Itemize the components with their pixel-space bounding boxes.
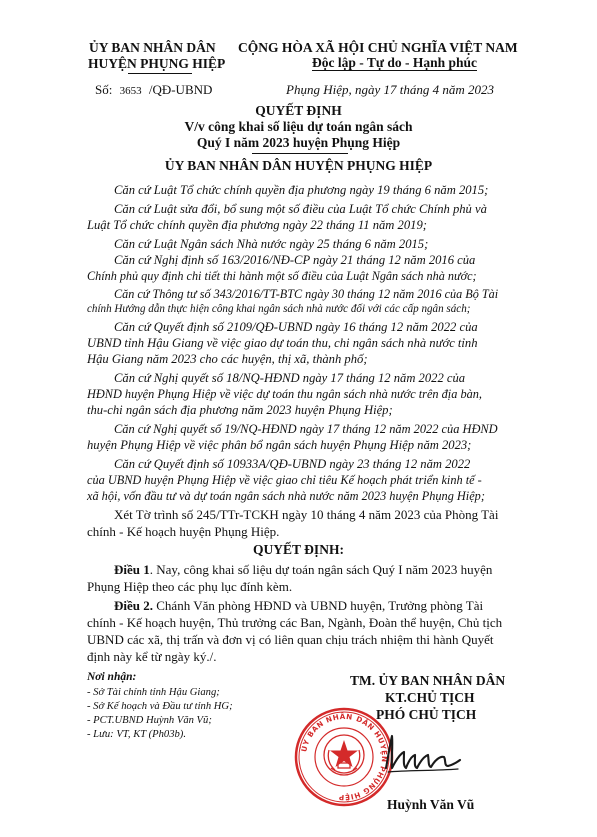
preamble-line: thu-chi ngân sách địa phương năm 2023 huyện Phụng Hiệp; (87, 403, 393, 417)
subject-line2: Quý I năm 2023 huyện Phụng Hiệp (196, 135, 401, 150)
signatory-name: Huỳnh Văn Vũ (387, 797, 475, 812)
doc-number-prefix: Số: (95, 82, 113, 97)
article-2-line: UBND các xã, thị trấn và đơn vị có liên quan chịu trách nhiệm thi hành Quyết (87, 632, 494, 647)
nation-motto: Độc lập - Tự do - Hạnh phúc (312, 55, 478, 70)
article-1-label: Điều 1 (114, 562, 150, 577)
subject-rule (252, 153, 348, 154)
article-2-line: định này kể từ ngày ký./. (87, 649, 217, 664)
recipients-heading: Nơi nhận: (87, 671, 137, 683)
preamble-line: Căn cứ Quyết định số 2109/QĐ-UBND ngày 16 tháng 12 năm 2022 của (114, 320, 478, 334)
org-name-line2: HUYỆN PHỤNG HIỆP (88, 56, 226, 71)
doc-number-row (95, 82, 212, 98)
doc-number-suffix: /QĐ-UBND (148, 82, 213, 97)
preamble-line: huyện Phụng Hiệp về việc phân bổ ngân sách huyện Phụng Hiệp năm 2023; (87, 438, 472, 452)
org-name-line1: ỦY BAN NHÂN DÂN (89, 40, 216, 55)
preamble-line: Hậu Giang năm 2023 cho các huyện, thị xã, thành phố; (87, 352, 368, 366)
preamble-line: Căn cứ Nghị quyết số 18/NQ-HĐND ngày 17 tháng 12 năm 2022 của (114, 371, 466, 385)
decision-title: QUYẾT ĐỊNH (255, 103, 342, 118)
preamble-line: UBND tỉnh Hậu Giang về việc giao dự toán thu, chi ngân sách nhà nước tỉnh (87, 336, 478, 350)
article-2-line: chính - Kế hoạch huyện, Thủ trưởng các Ban, Ngành, Đoàn thể huyện, Chủ tịch (87, 615, 503, 630)
handwritten-signature-icon (378, 730, 468, 780)
nation-title: CỘNG HÒA XÃ HỘI CHỦ NGHĨA VIỆT NAM (238, 40, 518, 55)
preamble-line: Căn cứ Luật Ngân sách Nhà nước ngày 25 tháng 6 năm 2015; (114, 237, 429, 251)
recipient-item: - Sở Tài chính tỉnh Hậu Giang; (87, 687, 220, 698)
issuing-authority: ỦY BAN NHÂN DÂN HUYỆN PHỤNG HIỆP (164, 158, 433, 173)
preamble-line: Căn cứ Nghị quyết số 19/NQ-HĐND ngày 17 tháng 12 năm 2022 của HĐND (114, 422, 498, 436)
preamble-line: Căn cứ Luật Tổ chức chính quyền địa phương ngày 19 tháng 6 năm 2015; (114, 183, 489, 197)
preamble-line: HĐND huyện Phụng Hiệp về việc dự toán thu ngân sách nhà nước trên địa bàn, (87, 387, 482, 401)
doc-number: 3653 (119, 85, 142, 97)
preamble-line: Căn cứ Thông tư số 343/2016/TT-BTC ngày 30 tháng 12 năm 2016 của Bộ Tài (114, 287, 499, 301)
proposal-line: Xét Tờ trình số 245/TTr-TCKH ngày 10 tháng 4 năm 2023 của Phòng Tài (114, 507, 499, 522)
subject-line1: V/v công khai số liệu dự toán ngân sách (184, 119, 413, 134)
preamble-line: Căn cứ Luật sửa đổi, bổ sung một số điều của Luật Tổ chức Chính phủ và (114, 202, 487, 216)
proposal-line: chính - Kế hoạch huyện Phụng Hiệp. (87, 524, 280, 539)
preamble-line: chính Hướng dẫn thực hiện công khai ngân sách nhà nước đối với các cấp ngân sách; (87, 303, 471, 315)
signature-line1: TM. ỦY BAN NHÂN DÂN (350, 673, 506, 688)
signature-line2: KT.CHỦ TỊCH (385, 690, 475, 705)
preamble-line: Căn cứ Quyết định số 10933A/QĐ-UBND ngày 23 tháng 12 năm 2022 (114, 457, 471, 471)
signature-line3: PHÓ CHỦ TỊCH (376, 707, 477, 722)
decision-heading: QUYẾT ĐỊNH: (253, 542, 344, 557)
preamble-line: của UBND huyện Phụng Hiệp về việc giao chỉ tiêu Kế hoạch phát triển kinh tế - (87, 473, 482, 487)
recipient-item: - Lưu: VT, KT (Ph03b). (87, 729, 186, 740)
preamble-line: Luật Tổ chức chính quyền địa phương ngày 22 tháng 11 năm 2019; (87, 218, 427, 232)
article-1-line: Phụng Hiệp theo các phụ lục đính kèm. (87, 579, 293, 594)
article-1-text: . Nay, công khai số liệu dự toán ngân sách Quý I năm 2023 huyện (149, 562, 493, 577)
article-2-label: Điều 2. (114, 598, 153, 613)
recipient-item: - Sở Kế hoạch và Đầu tư tỉnh HG; (87, 701, 233, 712)
article-2-text: Chánh Văn phòng HĐND và UBND huyện, Trưởng phòng Tài (153, 598, 484, 613)
place-date: Phụng Hiệp, ngày 17 tháng 4 năm 2023 (286, 82, 494, 97)
svg-text:ỦY BAN NHÂN DÂN HUYỆN PHỤNG HI: ỦY BAN NHÂN DÂN HUYỆN PHỤNG HIỆP (299, 711, 390, 803)
preamble-line: xã hội, vốn đầu tư và dự toán ngân sách nhà nước năm 2023 huyện Phụng Hiệp; (87, 489, 485, 503)
preamble-line: Căn cứ Nghị định số 163/2016/NĐ-CP ngày 21 tháng 12 năm 2016 của (114, 253, 476, 267)
recipient-item: - PCT.UBND Huỳnh Văn Vũ; (87, 715, 212, 726)
header-left-rule (128, 73, 192, 74)
preamble-line: Chính phủ quy định chi tiết thi hành một số điều của Luật Ngân sách nhà nước; (87, 269, 477, 283)
